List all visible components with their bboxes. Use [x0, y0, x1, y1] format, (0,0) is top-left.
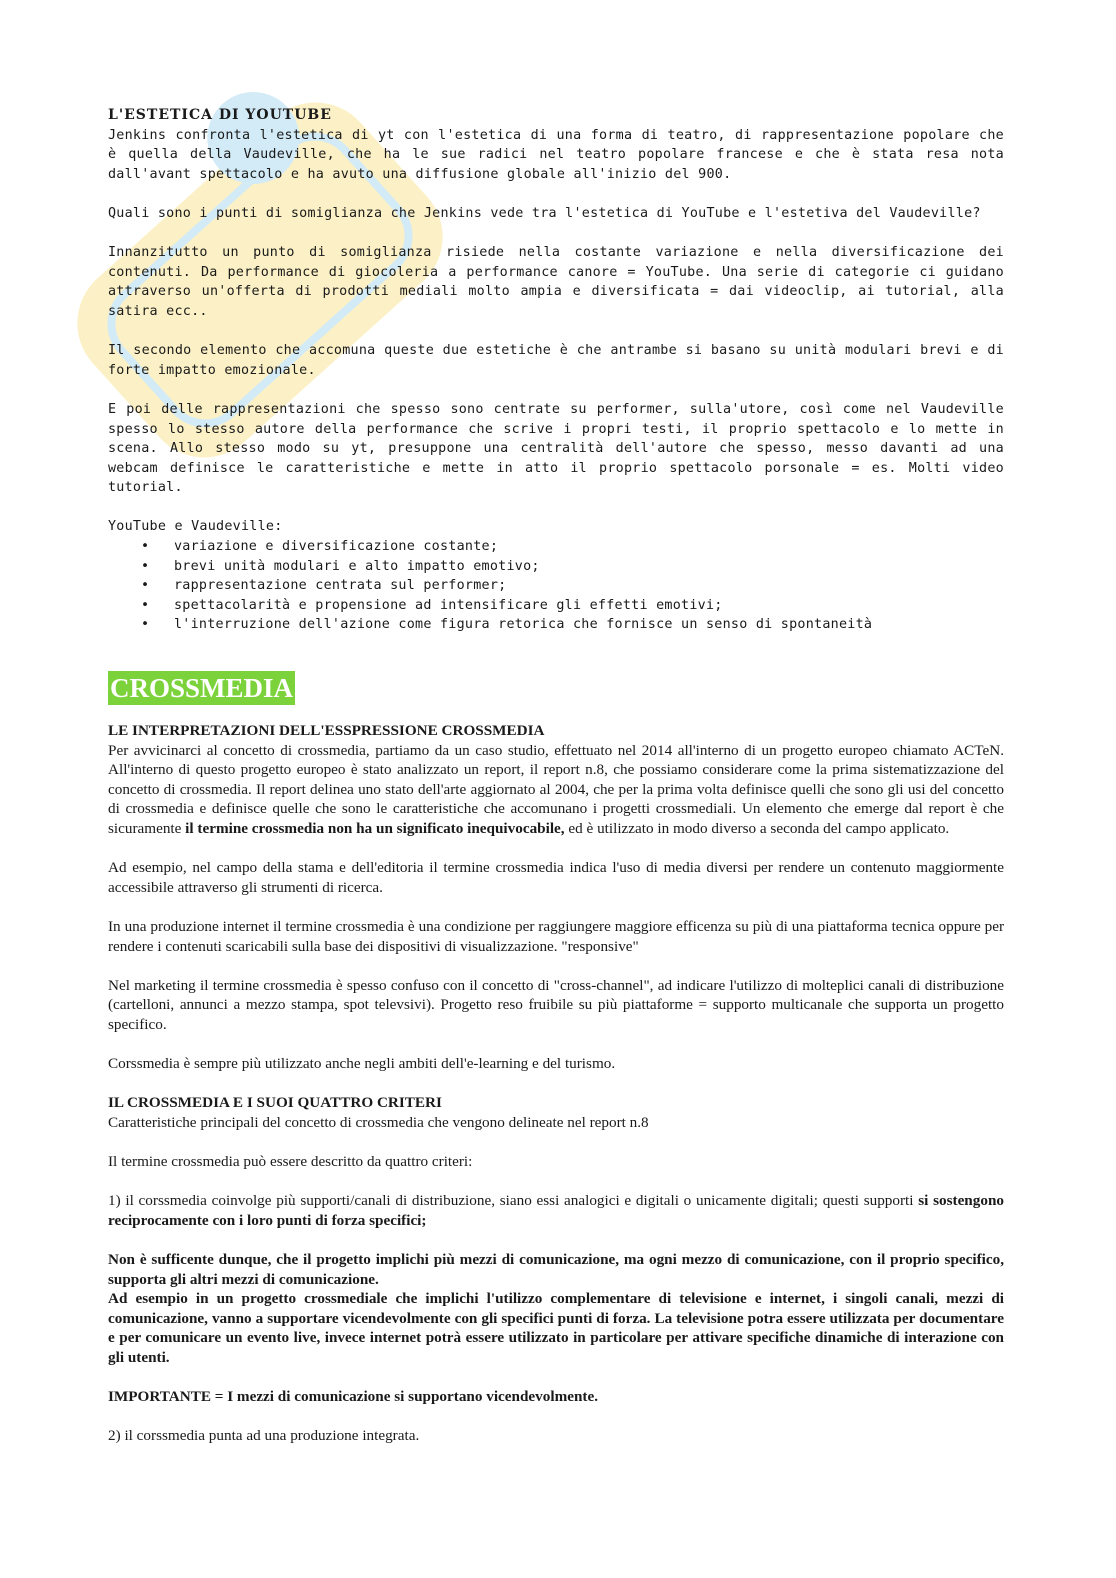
youtube-vaudeville-list	[108, 537, 1004, 635]
crossmedia-banner-heading: CROSSMEDIA	[110, 673, 294, 704]
elearning-paragraph: Corssmedia è sempre più utilizzato anche negli ambiti dell'e-learning e del turismo.	[108, 1055, 616, 1073]
youtube-paragraph-variation: Innanzitutto un punto di somiglianza risiede nella costante variazione e nella diversificazione dei contenuti. Da performance di giocoleria a performance canore = YouTube. Una serie di categorie ci guidano attraverso un'offerta di prodotti mediali molto ampia e diversificata = dai videoclip, ai tutorial, alla satira ecc..	[108, 245, 1004, 319]
bold-explanation-2-text: Ad esempio in un progetto crossmediale che implichi l'utilizzo complementare di televisione e internet, i singoli canali, mezzi di comunicazione, vanno a supportare vicendevolmente con gli specifici punti di forza. La televisione potra essere utilizzata per documentare e per comunicare un evento live, invece internet potrà essere utilizzato in particolare per attivare specifiche dinamiche di interazione con gli utenti.	[108, 1290, 1004, 1367]
criterion-2-paragraph: 2) il corssmedia punta ad una produzione integrata.	[108, 1427, 420, 1445]
internet-paragraph: In una produzione internet il termine crossmedia è una condizione per raggiungere maggiore efficenza su più di una piattaforma tecnica oppure per rendere i contenuti scaricabili sulla base dei dispositivi di visualizzazione. "responsive"	[108, 917, 1004, 955]
interpretations-bold-text: il termine crossmedia non ha un significato inequivocabile,	[185, 820, 565, 837]
bold-explanation-1	[108, 1250, 1004, 1289]
criterion-1-paragraph	[108, 1191, 1004, 1230]
interpretations-paragraph	[108, 741, 1004, 839]
criteria-intro: Caratteristiche principali del concetto di crossmedia che vengono delineate nel report n.8	[108, 1113, 649, 1131]
interpretations-text: Per avvicinarci al concetto di crossmedia, partiamo da un caso studio, effettuato nel 2014 all'interno di un progetto europeo chiamato ACTeN. All'interno di questo progetto europeo è stato analizzato un report, il report n.8, che possiamo considerare come la prima sistematizzazione del concetto di crossmedia. Il report delinea uno stato dell'arte aggiornato al 2004, che per la prima volta definisce quelli che sono gli usi del concetto di crossmedia e definisce quelle che sono le caratteristiche che accomunano i progetti crossmediali. Un elemento che emerge dal report è che sicuramente	[108, 741, 1004, 837]
interpretations-tail-text: ed è utilizzato in modo diverso a seconda del campo applicato.	[568, 820, 950, 837]
list-item: • spettacolarità e propensione ad intensificare gli effetti emotivi;	[108, 596, 1004, 616]
document-page	[108, 106, 1004, 1446]
important-note	[108, 1387, 1004, 1407]
bold-explanation-1-text: Non è sufficente dunque, che il progetto implichi più mezzi di comunicazione, ma ogni mezzo di comunicazione, con il proprio specifico, supporta gli altri mezzi di comunicazione.	[108, 1251, 1004, 1288]
list-item: • rappresentazione centrata sul performer;	[108, 576, 1004, 596]
bold-explanation-2	[108, 1289, 1004, 1367]
criterion-1-bold-text: si sostengono reciprocamente con i loro punti di forza specifici;	[108, 1192, 1004, 1229]
youtube-paragraph-performer: E poi delle rappresentazioni che spesso sono centrate su performer, sulla'utore, così come nel Vaudeville spesso lo stesso autore della performance che scrive i propri testi, il proprio spettacolo e lo mette in scena. Allo stesso modo su yt, presuppone una centralità dell'autore che spesso, messo davanti ad una webcam definisce le caratteristiche e mette in atto il proprio spettacolo porsonale = es. Molti video tutorial.	[108, 401, 1004, 496]
youtube-list-heading: YouTube e Vaudeville:	[108, 519, 283, 535]
list-item: • brevi unità modulari e alto impatto emotivo;	[108, 557, 1004, 577]
list-item: • l'interruzione dell'azione come figura retorica che fornisce un senso di spontaneità	[108, 615, 1004, 635]
youtube-intro-paragraph: Jenkins confronta l'estetica di yt con l'estetica di una forma di teatro, di rappresentazione popolare che è quella della Vaudeville, che ha le sue radici nel teatro popolare francese e che è stata resa nota dall'avant spettacolo e ha avuto una diffusione globale all'inizio del 900.	[108, 127, 1004, 182]
criteria-title: IL CROSSMEDIA E I SUOI QUATTRO CRITERI	[108, 1094, 442, 1112]
interpretations-title: LE INTERPRETAZIONI DELL'ESSPRESSIONE CROSSMEDIA	[108, 722, 545, 740]
important-note-text: IMPORTANTE = I mezzi di comunicazione si supportano vicendevolmente.	[108, 1388, 599, 1406]
stampa-paragraph: Ad esempio, nel campo della stama e dell'editoria il termine crossmedia indica l'uso di media diversi per rendere un contenuto maggiormente accessibile attraverso gli strumenti di ricerca.	[108, 859, 1004, 896]
youtube-paragraph-modular-units: Il secondo elemento che accomuna queste due estetiche è che antrambe si basano su unità modulari brevi e di forte impatto emozionale.	[108, 343, 1004, 378]
youtube-section-title: L'ESTETICA DI YOUTUBE	[108, 107, 332, 123]
crossmedia-section	[108, 721, 1004, 1446]
criterion-1-text: 1) il corssmedia coinvolge più supporti/canali di distribuzione, siano essi analogici e digitali o unicamente digitali; questi supporti	[108, 1192, 914, 1210]
youtube-question-paragraph: Quali sono i punti di somiglianza che Jenkins vede tra l'estetica di YouTube e l'estetiva del Vaudeville?	[108, 205, 981, 221]
list-item: • variazione e diversificazione costante;	[108, 537, 1004, 557]
marketing-paragraph: Nel marketing il termine crossmedia è spesso confuso con il concetto di "cross-channel", ad indicare l'utilizzo di molteplici canali di distribuzione (cartelloni, annunci a mezzo stampa, spot televsivi). Progetto reso fruibile su più piattaforme = supporto multicanale che supporta un progetto specifico.	[108, 976, 1004, 1033]
criteria-lead: Il termine crossmedia può essere descritto da quattro criteri:	[108, 1153, 473, 1171]
youtube-aesthetics-section	[108, 106, 1004, 635]
